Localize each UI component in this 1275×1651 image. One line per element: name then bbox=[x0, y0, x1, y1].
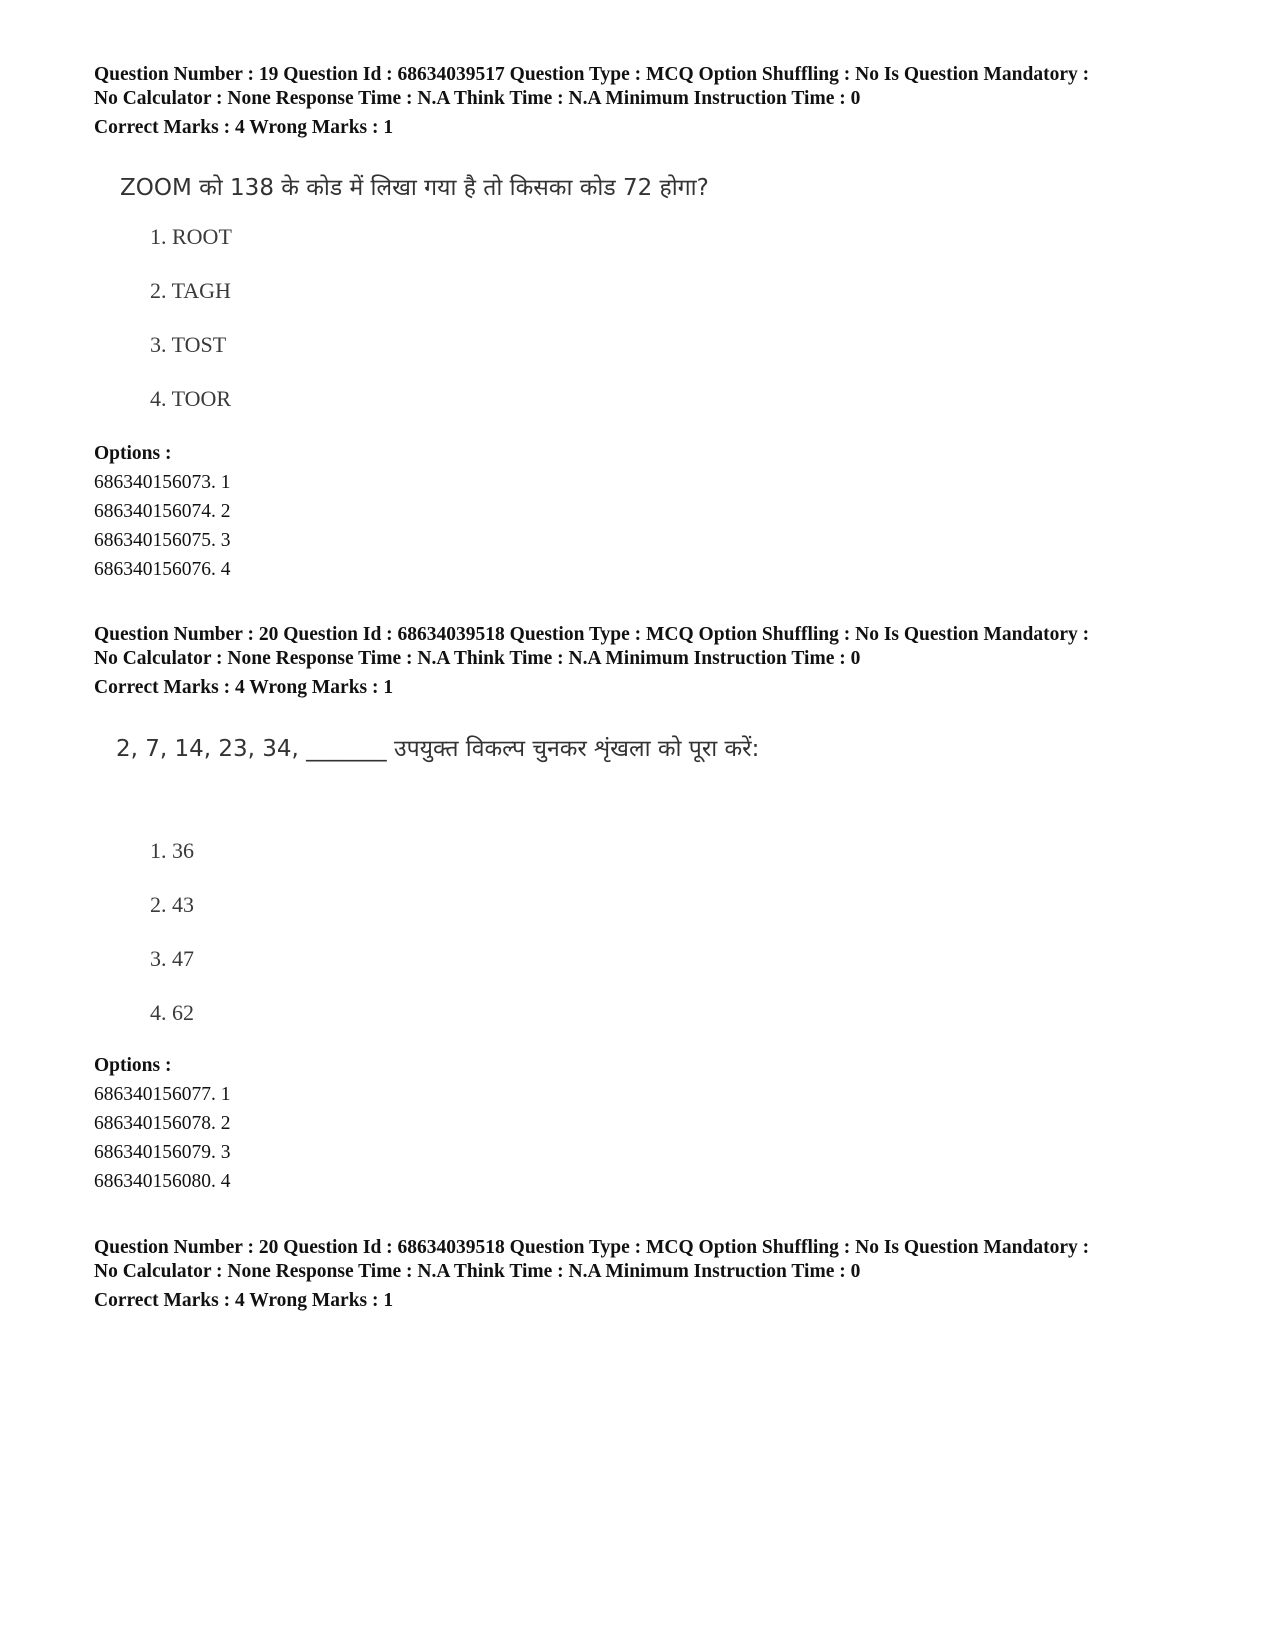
question-meta-line-2: No Calculator : None Response Time : N.A Think Time : N.A Minimum Instruction Time : 0 bbox=[94, 1261, 861, 1282]
answer-choice: 4. 62 bbox=[150, 1000, 194, 1025]
option-row: 686340156075. 3 bbox=[94, 530, 231, 551]
question-meta-line-2: No Calculator : None Response Time : N.A Think Time : N.A Minimum Instruction Time : 0 bbox=[94, 648, 861, 669]
options-list bbox=[94, 440, 1214, 584]
answer-choice: 1. 36 bbox=[150, 838, 194, 863]
options-label: Options : bbox=[94, 1055, 172, 1076]
question-marks: Correct Marks : 4 Wrong Marks : 1 bbox=[94, 1290, 394, 1311]
question-19-header bbox=[94, 63, 1214, 140]
option-row: 686340156079. 3 bbox=[94, 1142, 231, 1163]
option-row: 686340156076. 4 bbox=[94, 559, 231, 580]
answer-choice: 4. TOOR bbox=[150, 386, 232, 411]
question-text: ZOOM को 138 के कोड में लिखा गया है तो किसका कोड 72 होगा? bbox=[120, 175, 709, 201]
option-row: 686340156074. 2 bbox=[94, 501, 231, 522]
question-marks: Correct Marks : 4 Wrong Marks : 1 bbox=[94, 677, 394, 698]
answer-choice: 3. 47 bbox=[150, 946, 194, 971]
option-row: 686340156078. 2 bbox=[94, 1113, 231, 1134]
answer-choice: 2. 43 bbox=[150, 892, 194, 917]
options-label: Options : bbox=[94, 443, 172, 464]
question-marks: Correct Marks : 4 Wrong Marks : 1 bbox=[94, 117, 394, 138]
question-20-header bbox=[94, 623, 1214, 700]
question-meta-line-2: No Calculator : None Response Time : N.A Think Time : N.A Minimum Instruction Time : 0 bbox=[94, 88, 861, 109]
question-20-repeat-header bbox=[94, 1236, 1214, 1313]
question-meta-line-1: Question Number : 20 Question Id : 68634039518 Question Type : MCQ Option Shuffling : No Is Question Mandatory : bbox=[94, 1237, 1090, 1258]
question-meta-line-1: Question Number : 19 Question Id : 68634039517 Question Type : MCQ Option Shuffling : No Is Question Mandatory : bbox=[94, 64, 1090, 85]
option-row: 686340156080. 4 bbox=[94, 1171, 231, 1192]
options-list bbox=[94, 1052, 1214, 1196]
option-row: 686340156077. 1 bbox=[94, 1084, 231, 1105]
option-row: 686340156073. 1 bbox=[94, 472, 231, 493]
answer-choice: 2. TAGH bbox=[150, 278, 231, 303]
answer-choice: 1. ROOT bbox=[150, 224, 232, 249]
answer-choice: 3. TOST bbox=[150, 332, 227, 357]
question-meta-line-1: Question Number : 20 Question Id : 68634039518 Question Type : MCQ Option Shuffling : No Is Question Mandatory : bbox=[94, 624, 1090, 645]
question-text: 2, 7, 14, 23, 34, _______ उपयुक्त विकल्प चुनकर शृंखला को पूरा करें: bbox=[116, 736, 760, 762]
